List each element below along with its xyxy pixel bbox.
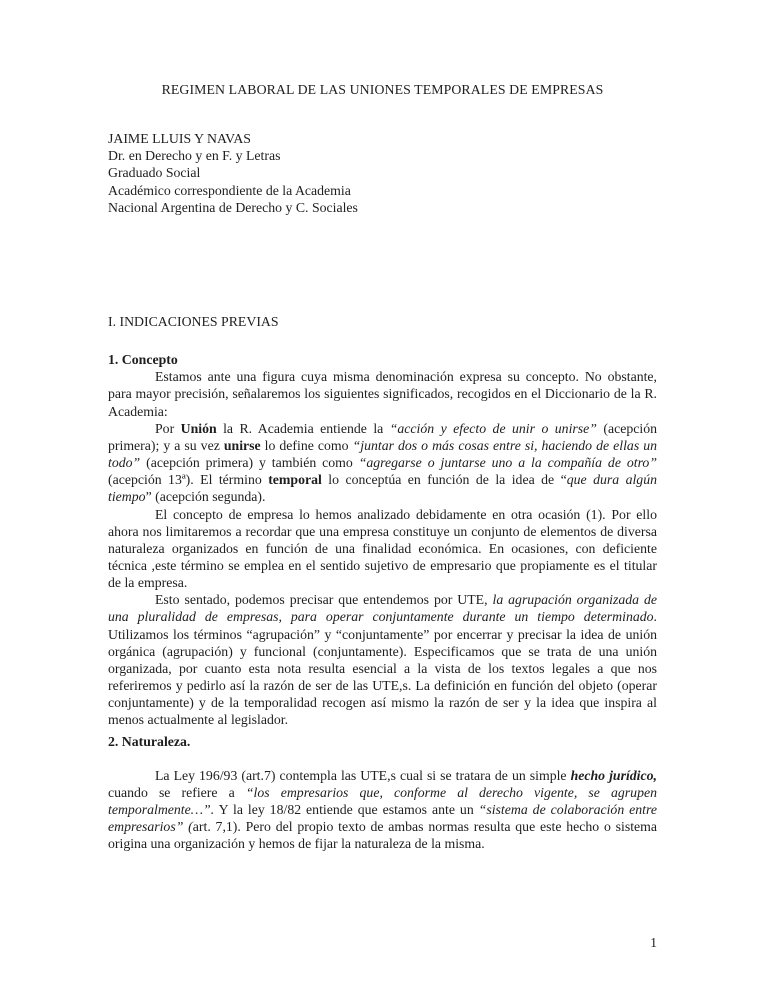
paragraph: Esto sentado, podemos precisar que entendemos por UTE, la agrupación organizada de una pluralidad de empresas, para operar conjuntamente durante un tiempo determinado. Utilizamos los términos “agrupación” y “conjuntamente” por encerrar y precisar la idea de unión orgánica (agrupación) y funcional (conjuntamente). Especificamos que se trata de una unión organizada, por cuanto esta nota resulta esencial a la vista de los textos legales a que nos referiremos y pedirlo así la razón de ser de las UTE,s. La definición en función del objeto (operar conjuntamente) y de la temporalidad recogen así mismo la razón de ser y la idea que inspira al menos actualmente al legislador.	[108, 592, 657, 728]
author-credential: Nacional Argentina de Derecho y C. Sociales	[108, 199, 358, 215]
author-credential: Graduado Social	[108, 165, 201, 181]
subsection-heading-naturaleza: 2. Naturaleza.	[108, 733, 191, 749]
subsection-heading-concepto: 1. Concepto	[108, 352, 178, 368]
author-credential: Académico correspondiente de la Academia	[108, 182, 351, 198]
document-title: REGIMEN LABORAL DE LAS UNIONES TEMPORALES DE EMPRESAS	[161, 82, 604, 97]
section-heading-indicaciones-previas: I. INDICACIONES PREVIAS	[108, 313, 279, 329]
paragraph: Estamos ante una figura cuya misma denominación expresa su concepto. No obstante, para mayor precisión, señalaremos los siguientes significados, recogidos en el Diccionario de la R. Academia:	[108, 369, 657, 419]
author-name: JAIME LLUIS Y NAVAS	[108, 131, 251, 147]
page-number: 1	[650, 935, 657, 950]
paragraph: El concepto de empresa lo hemos analizado debidamente en otra ocasión (1). Por ello ahora nos limitaremos a recordar que una empresa constituye un conjunto de elementos de diversa naturaleza organizados en función de una finalidad económica. En ocasiones, con deficiente técnica ,este término se emplea en el sentido sujetivo de empresario que propiamente es el titular de la empresa.	[108, 506, 657, 591]
author-credential: Dr. en Derecho y en F. y Letras	[108, 148, 281, 164]
paragraph: La Ley 196/93 (art.7) contempla las UTE,s cual si se tratara de un simple hecho jurídico, cuando se refiere a “los empresarios que, conforme al derecho vigente, se agrupen temporalmente…”. Y la ley 18/82 entiende que estamos ante un “sistema de colaboración entre empresarios” (art. 7,1). Pero del propio texto de ambas normas resulta que este hecho o sistema origina una organización y hemos de fijar la naturaleza de la misma.	[108, 767, 658, 852]
paragraph: Por Unión la R. Academia entiende la “acción y efecto de unir o unirse” (acepción primera); y a su vez unirse lo define como “juntar dos o más cosas entre si, haciendo de ellas un todo” (acepción primera) y también como “agregarse o juntarse uno a la compañía de otro” (acepción 13ª). El término temporal lo conceptúa en función de la idea de “que dura algún tiempo” (acepción segunda).	[108, 420, 658, 505]
author-block	[108, 130, 657, 216]
